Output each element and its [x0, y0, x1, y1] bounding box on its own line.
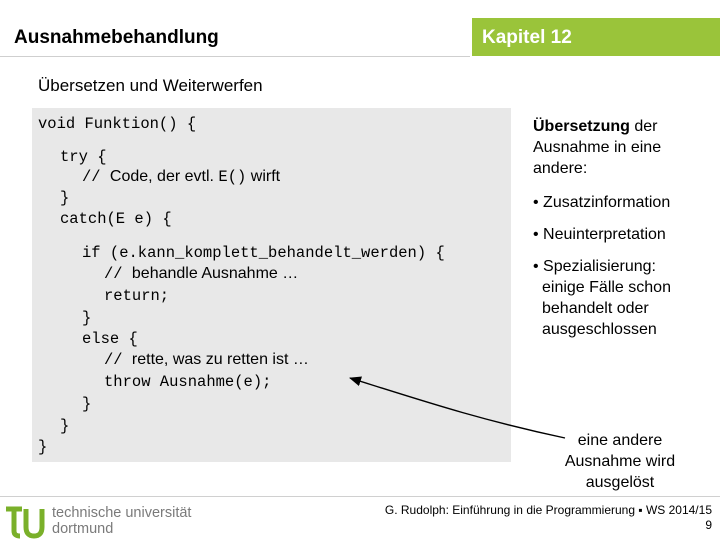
code-comment-marker: //: [104, 265, 132, 283]
code-line-13: }: [82, 395, 92, 413]
tu-dortmund-logo: [4, 505, 224, 537]
logo-line1: technische universität: [52, 505, 192, 521]
bullet-spezialisierung-l1: • Spezialisierung:: [533, 258, 656, 275]
code-comment-tail: wirft: [246, 168, 281, 185]
code-comment-text: Code, der evtl.: [109, 168, 219, 185]
code-line-2: try {: [60, 148, 107, 166]
bullet-neuinterpretation: • Neuinterpretation: [533, 226, 666, 243]
side-intro-line3: andere:: [533, 160, 588, 177]
code-comment-marker: //: [104, 351, 132, 369]
tu-logo-icon: [4, 505, 48, 539]
code-comment-text: behandle Ausnahme …: [131, 265, 299, 282]
footer-info: [385, 503, 712, 533]
code-inline: E(): [218, 168, 247, 186]
code-line-9: }: [82, 309, 92, 327]
slide-subtitle: Übersetzen und Weiterwerfen: [38, 76, 263, 95]
side-intro-rest: der: [629, 118, 658, 135]
bullet-spezialisierung-l2: einige Fälle schon: [542, 279, 671, 296]
code-comment-marker: //: [82, 168, 110, 186]
bullet-spezialisierung-l3: behandelt oder: [542, 300, 649, 317]
code-line-14: }: [60, 417, 70, 435]
code-line-5: catch(E e) {: [60, 210, 172, 228]
code-line-15: }: [38, 438, 48, 456]
annotation-note-l1: eine andere: [577, 432, 663, 449]
code-comment-text: rette, was zu retten ist …: [131, 351, 309, 368]
annotation-note-l3: ausgelöst: [585, 474, 655, 491]
page-number: 9: [705, 518, 712, 532]
side-intro-bold: Übersetzung: [533, 118, 630, 135]
code-line-6: if (e.kann_komplett_behandelt_werden) {: [82, 244, 445, 262]
logo-line2: dortmund: [52, 521, 114, 537]
chapter-label: Kapitel 12: [482, 27, 572, 48]
footer-course: G. Rudolph: Einführung in die Programmierung ▪ WS 2014/15: [384, 503, 712, 517]
bullet-zusatzinformation: • Zusatzinformation: [533, 194, 671, 211]
code-line-4: }: [60, 189, 70, 207]
code-line-12: throw Ausnahme(e);: [104, 373, 272, 391]
code-line-10: else {: [82, 330, 138, 348]
code-line-1: void Funktion() {: [38, 115, 197, 133]
header-title: Ausnahmebehandlung: [14, 27, 219, 48]
bullet-spezialisierung-l4: ausgeschlossen: [542, 321, 657, 338]
code-line-8: return;: [104, 287, 170, 305]
side-intro-line2: Ausnahme in eine: [533, 139, 662, 156]
annotation-note-l2: Ausnahme wird: [564, 453, 676, 470]
footer-divider: [0, 496, 720, 497]
logo-wordmark: [52, 505, 191, 537]
